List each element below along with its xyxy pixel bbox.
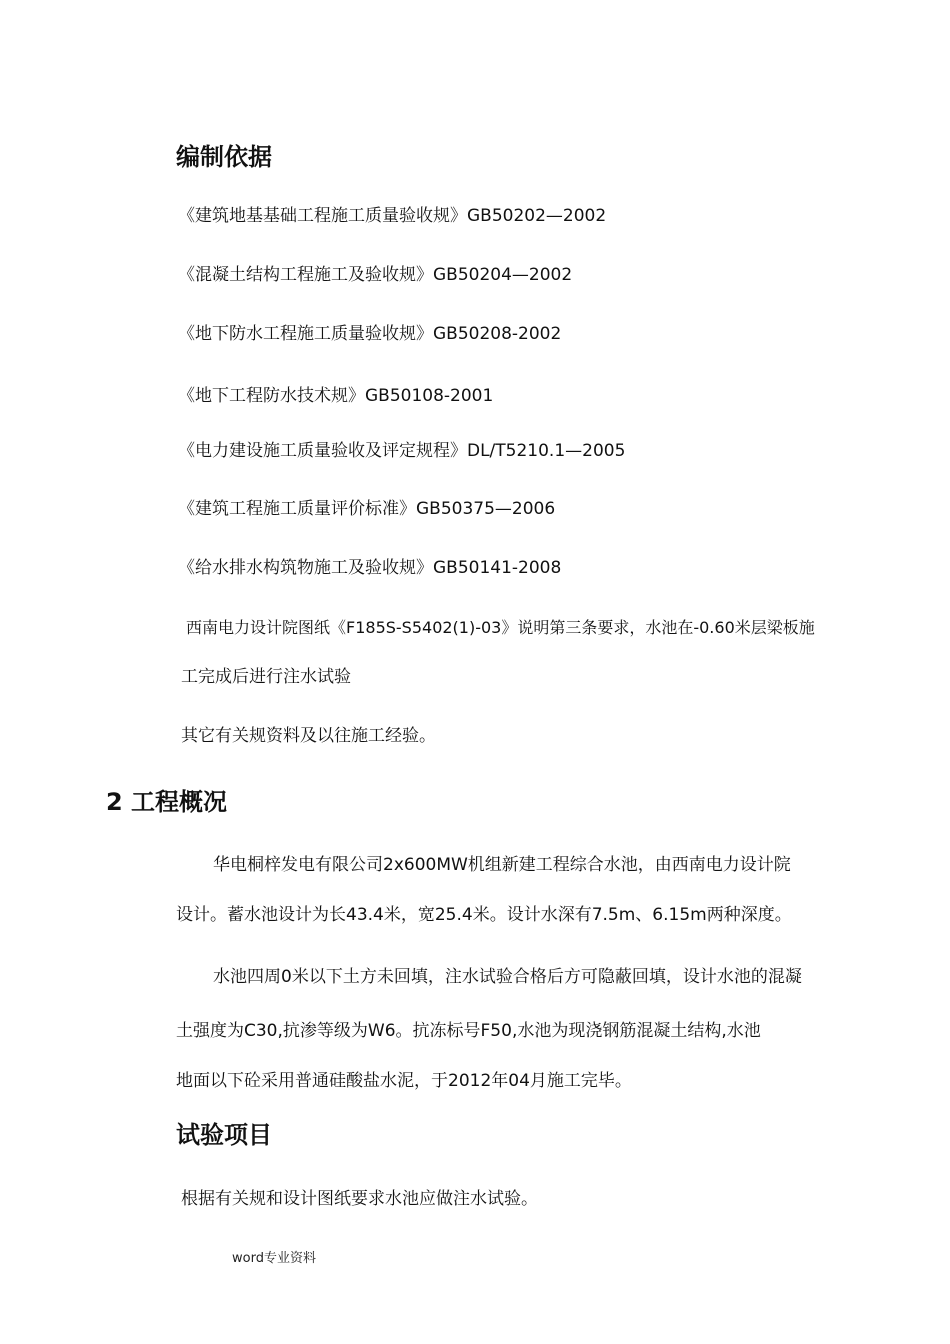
page-footer: word专业资料 <box>232 1251 316 1266</box>
other-references: 其它有关规资料及以往施工经验。 <box>181 726 436 746</box>
reference-item: 《给水排水构筑物施工及验收规》GB50141-2008 <box>178 558 562 578</box>
section-title-basis: 编制依据 <box>176 143 272 171</box>
design-note-line: 工完成后进行注水试验 <box>181 667 351 687</box>
reference-item: 《电力建设施工质量验收及评定规程》DL/T5210.1—2005 <box>178 441 626 461</box>
reference-item: 《混凝土结构工程施工及验收规》GB50204—2002 <box>178 265 573 285</box>
design-note-line: 西南电力设计院图纸《F185S-S5402(1)-03》说明第三条要求，水池在-0.60米层梁板施 <box>186 618 815 637</box>
reference-item: 《地下防水工程施工质量验收规》GB50208-2002 <box>178 324 562 344</box>
overview-paragraph-line: 设计。蓄水池设计为长43.4米，宽25.4米。设计水深有7.5m、6.15m两种深度。 <box>176 905 792 925</box>
overview-paragraph-line: 华电桐梓发电有限公司2x600MW机组新建工程综合水池，由西南电力设计院 <box>213 855 791 875</box>
overview-paragraph-line: 土强度为C30,抗渗等级为W6。抗冻标号F50,水池为现浇钢筋混凝土结构,水池 <box>176 1021 761 1041</box>
section-title-overview: 2 工程概况 <box>106 788 228 816</box>
test-items-text: 根据有关规和设计图纸要求水池应做注水试验。 <box>181 1189 538 1209</box>
reference-item: 《建筑地基基础工程施工质量验收规》GB50202—2002 <box>178 206 607 226</box>
reference-item: 《地下工程防水技术规》GB50108-2001 <box>178 386 494 406</box>
reference-item: 《建筑工程施工质量评价标准》GB50375—2006 <box>178 499 556 519</box>
overview-paragraph-line: 地面以下砼采用普通硅酸盐水泥，于2012年04月施工完毕。 <box>176 1071 632 1091</box>
overview-paragraph-line: 水池四周0米以下土方未回填，注水试验合格后方可隐蔽回填，设计水池的混凝 <box>213 967 802 987</box>
section-title-test-items: 试验项目 <box>176 1121 272 1149</box>
